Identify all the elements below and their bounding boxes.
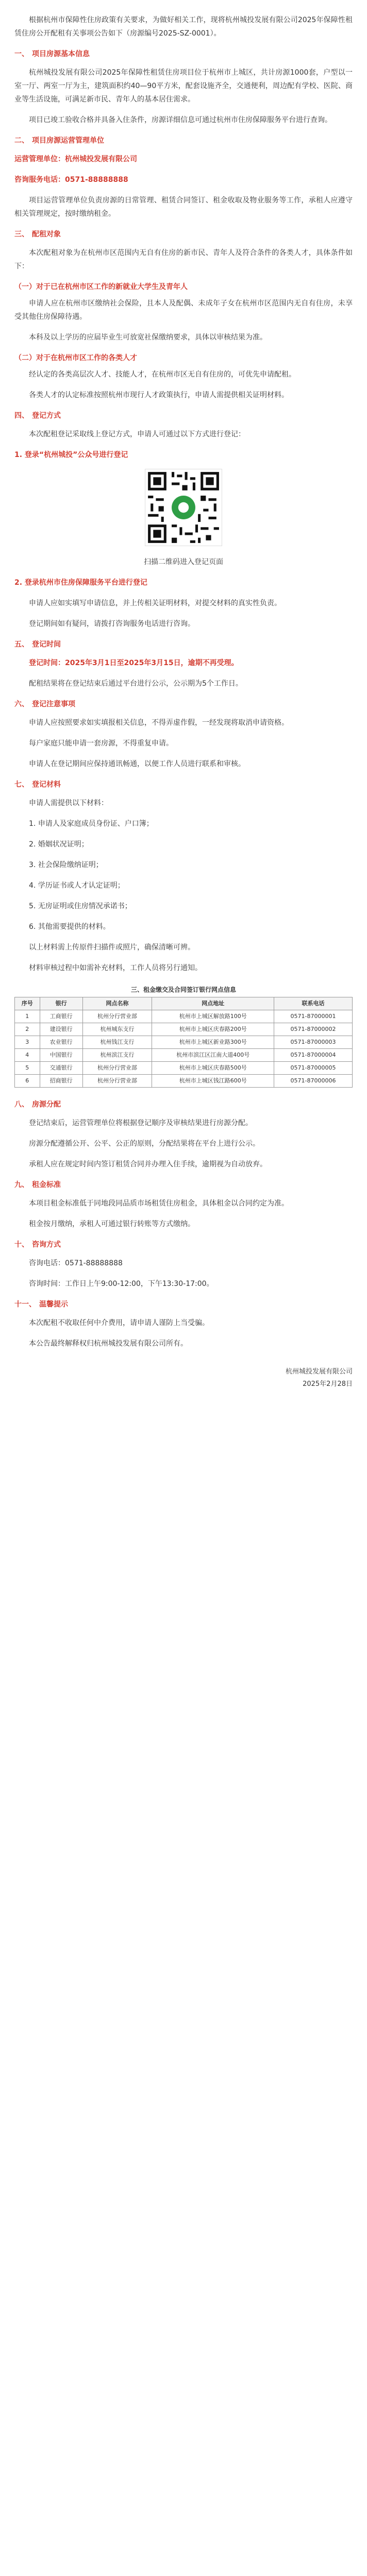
table-cell: 0571-87000006 [274,1075,353,1088]
table-cell: 2 [15,1023,40,1036]
table-cell: 杭州滨江支行 [82,1049,152,1062]
s8-p1: 登记结束后，运营管理单位将根据登记顺序及审核结果进行房源分配。 [29,1119,253,1127]
table-cell: 杭州市上城区解放路100号 [152,1010,274,1023]
s4-p2: 申请人应如实填写申请信息，并上传相关证明材料，对提交材料的真实性负责。 [29,599,281,607]
section-7-title: 七、 登记材料 [14,781,61,789]
qr-wrapper [14,469,353,546]
bank-table [14,982,353,1088]
table-cell: 杭州市上城区新业路300号 [152,1036,274,1049]
s4-p1: 本次配租登记采取线上登记方式，申请人可通过以下方式进行登记： [29,430,245,438]
s7-item2: 2. 婚姻状况证明； [29,840,89,849]
s6-p2: 每户家庭只能申请一套房源，不得重复申请。 [29,739,173,748]
bank-table-caption: 三、租金缴交及合同签订银行网点信息 [130,986,236,993]
signature-block [14,1366,353,1391]
table-cell: 杭州市滨江区江南大道400号 [152,1049,274,1062]
table-cell: 0571-87000004 [274,1049,353,1062]
s10-p1: 咨询电话：0571-88888888 [29,1259,123,1267]
s1-p2: 项目已竣工验收合格并具备入住条件，房源详细信息可通过杭州市住房保障服务平台进行查询。 [29,116,332,124]
table-cell: 5 [15,1062,40,1075]
s11-p1: 本次配租不收取任何中介费用，请申请人谨防上当受骗。 [29,1319,209,1327]
s11-p2: 本公告最终解释权归杭州城投发展有限公司所有。 [29,1340,188,1348]
col-header: 联系电话 [274,997,353,1010]
s1-p1: 杭州城投发展有限公司2025年保障性租赁住房项目位于杭州市上城区，共计房源1000套，户型以一室一厅、两室一厅为主，建筑面积约40—90平方米，配套设施齐全，交通便利，周边配有学校、医院、商业等生活设施，可满足新市民、青年人的基本居住需求。 [14,69,353,104]
s3-p1: 本次配租对象为在杭州市区范围内无自有住房的新市民、青年人及符合条件的各类人才，具体条件如下： [14,249,353,270]
s8-p2: 房源分配遵循公开、公平、公正的原则，分配结果将在平台上进行公示。 [29,1140,260,1148]
s9-p1: 本项目租金标准低于同地段同品质市场租赁住房租金，具体租金以合同约定为准。 [29,1199,289,1208]
table-cell: 4 [15,1049,40,1062]
s3-sub2: （二）对于在杭州市区工作的各类人才 [14,354,137,362]
s9-p2: 租金按月缴纳，承租人可通过银行转账等方式缴纳。 [29,1220,195,1228]
qr-code-icon [145,469,222,546]
section-11-title: 十一、 温馨提示 [14,1300,68,1309]
s7-p1: 申请人需提供以下材料： [29,799,108,807]
col-header: 网点地址 [152,997,274,1010]
table-cell: 0571-87000002 [274,1023,353,1036]
operator-label: 运营管理单位：杭州城投发展有限公司 [14,155,137,163]
section-4-title: 四、 登记方式 [14,412,61,420]
qr-code-image[interactable] [145,469,222,546]
table-row [15,1062,353,1075]
table-cell: 0571-87000001 [274,1010,353,1023]
table-cell: 杭州城东支行 [82,1023,152,1036]
table-cell: 杭州分行营业部 [82,1062,152,1075]
signature-date: 2025年2月28日 [303,1380,353,1388]
s5-p1: 登记时间：2025年3月1日至2025年3月15日，逾期不再受理。 [29,659,239,667]
col-header: 序号 [15,997,40,1010]
s4-step1: 1. 登录“杭州城投”公众号进行登记 [14,451,128,459]
s7-item5: 5. 无房证明或住房情况承诺书； [29,902,132,910]
section-5-title: 五、 登记时间 [14,640,61,649]
table-cell: 中国银行 [40,1049,82,1062]
s7-p3: 材料审核过程中如需补充材料，工作人员将另行通知。 [29,964,202,972]
s3-p2: 申请人应在杭州市区缴纳社会保险，且本人及配偶、未成年子女在杭州市区范围内无自有住房，未享受其他住房保障待遇。 [14,299,353,321]
table-cell: 6 [15,1075,40,1088]
table-cell: 0571-87000005 [274,1062,353,1075]
s3-p4: 经认定的各类高层次人才、技能人才，在杭州市区无自有住房的，可优先申请配租。 [29,370,296,379]
table-cell: 杭州市上城区庆春路500号 [152,1062,274,1075]
section-10-title: 十、 咨询方式 [14,1241,61,1249]
table-cell: 农业银行 [40,1036,82,1049]
s7-item6: 6. 其他需要提供的材料。 [29,923,110,931]
bank-table-header-row [15,997,353,1010]
section-2-title: 二、 项目房源运营管理单位 [14,137,104,145]
table-row [15,1049,353,1062]
table-cell: 杭州市上城区钱江路600号 [152,1075,274,1088]
table-cell: 3 [15,1036,40,1049]
section-9-title: 九、 租金标准 [14,1181,61,1189]
section-8-title: 八、 房源分配 [14,1100,61,1109]
col-header: 网点名称 [82,997,152,1010]
s3-p3: 本科及以上学历的应届毕业生可放宽社保缴纳要求，具体以审核结果为准。 [29,333,267,342]
table-row [15,1023,353,1036]
table-row [15,1036,353,1049]
section-3-title: 三、 配租对象 [14,230,61,239]
s7-item3: 3. 社会保险缴纳证明； [29,861,103,869]
qr-caption: 扫描二维码进入登记页面 [144,558,223,566]
intro-paragraph: 根据杭州市保障性住房政策有关要求，为做好相关工作，现将杭州城投发展有限公司2025年保障性租赁住房公开配租有关事项公告如下（房源编号2025-SZ-0001）。 [14,16,353,38]
s7-item4: 4. 学历证书或人才认定证明； [29,882,125,890]
s5-p2: 配租结果将在登记结束后通过平台进行公示，公示期为5个工作日。 [29,680,243,688]
section-1-title: 一、 项目房源基本信息 [14,50,90,58]
signature-org: 杭州城投发展有限公司 [285,1368,353,1376]
col-header: 银行 [40,997,82,1010]
contact-label: 咨询服务电话：0571-88888888 [14,176,128,184]
table-row [15,1075,353,1088]
s3-p5: 各类人才的认定标准按照杭州市现行人才政策执行，申请人需提供相关证明材料。 [29,391,289,399]
section-6-title: 六、 登记注意事项 [14,700,75,708]
s4-step2: 2. 登录杭州市住房保障服务平台进行登记 [14,579,147,587]
s7-p2: 以上材料需上传原件扫描件或照片，确保清晰可辨。 [29,943,195,952]
s6-p1: 申请人应按照要求如实填报相关信息，不得弄虚作假，一经发现将取消申请资格。 [29,719,289,727]
table-cell: 杭州分行营业部 [82,1075,152,1088]
table-cell: 1 [15,1010,40,1023]
table-cell: 建设银行 [40,1023,82,1036]
table-row [15,1010,353,1023]
s3-sub1: （一）对于已在杭州市区工作的新就业大学生及青年人 [14,283,188,291]
table-cell: 杭州钱江支行 [82,1036,152,1049]
table-cell: 0571-87000003 [274,1036,353,1049]
s8-p3: 承租人应在规定时间内签订租赁合同并办理入住手续，逾期视为自动放弃。 [29,1160,267,1168]
table-cell: 招商银行 [40,1075,82,1088]
table-cell: 杭州分行营业部 [82,1010,152,1023]
s2-p1: 项目运营管理单位负责房源的日常管理、租赁合同签订、租金收取及物业服务等工作，承租人应遵守相关管理规定，按时缴纳租金。 [14,196,353,218]
table-cell: 交通银行 [40,1062,82,1075]
s10-p2: 咨询时间：工作日上午9:00-12:00，下午13:30-17:00。 [29,1280,214,1288]
s7-item1: 1. 申请人及家庭成员身份证、户口簿； [29,820,154,828]
table-cell: 工商银行 [40,1010,82,1023]
s4-p3: 登记期间如有疑问，请拨打咨询服务电话进行咨询。 [29,620,195,628]
table-cell: 杭州市上城区庆春路200号 [152,1023,274,1036]
s6-p3: 申请人在登记期间应保持通讯畅通，以便工作人员进行联系和审核。 [29,760,245,768]
